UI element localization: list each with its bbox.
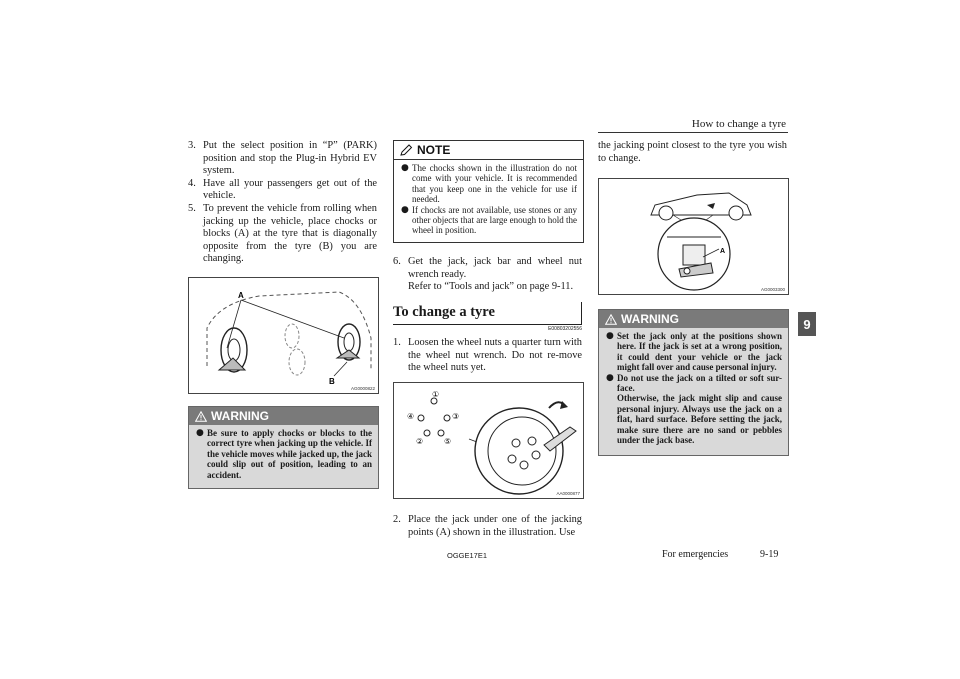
change-step-1-block [393,337,582,375]
nut-label-1: ① [432,390,440,399]
nut-label-3: ③ [452,412,460,421]
section-heading [393,302,582,332]
chocks-illustration [188,277,379,394]
bullet-icon: ● [401,163,409,173]
nut-label-5: ⑤ [444,437,452,446]
footer-section: For emergencies [662,549,729,560]
change-step-2-block [393,514,582,539]
note-pencil-icon [400,144,413,156]
fig1-label-b: B [329,377,335,386]
nut-label-4: ④ [407,412,415,421]
step-6: 6. Get the jack, jack bar and wheel nut wrench ready. Refer to “Tools and jack” on page 9-11. [393,256,582,293]
bullet-icon: ● [606,331,614,341]
note-header: NOTE [394,141,583,160]
change-step-1: 1. Loosen the wheel nuts a quarter turn with the wheel nut wrench. Do not re-move the wheel nuts yet. [393,337,582,374]
note-bullet: ● If chocks are not available, use stones or any other objects that are large enough to hold the wheel in position. [401,204,577,236]
note-bullet: ● The chocks shown in the illustration do not come with your vehicle. It is recommended that you keep one in the vehicle for use if needed. [401,163,577,205]
footer-code: OGGE17E1 [447,551,488,560]
bullet-icon: ● [196,428,204,438]
header-rule [598,132,788,133]
bullet-icon: ● [606,372,614,383]
wheel-nut-illustration [393,382,584,499]
note-box [393,140,584,243]
step-3: 3. Put the select position in “P” (PARK) position and stop the Plug-in Hybrid EV system. [188,140,377,177]
step-4: 4. Have all your passengers get out of the vehicle. [188,177,377,202]
page-number: 9-19 [760,549,779,560]
fig1-label-a: A [238,291,244,300]
chapter-tab: 9 [798,312,816,336]
warning-header: WARNING [189,407,378,425]
warning-box-chocks [188,406,379,489]
section-code: E00803202556 [548,326,582,332]
right-top-text: the jacking point closest to the tyre you wish to change. [598,140,787,164]
running-header: How to change a tyre [691,118,786,130]
nut-label-2: ② [416,437,424,446]
bullet-icon: ● [401,204,409,215]
change-step-2: 2. Place the jack under one of the jacking points (A) shown in the illustration. Use [393,514,582,538]
left-steps [188,140,377,266]
fig2-code: AA0000877 [556,491,580,496]
warning-triangle-icon [605,314,617,325]
step-6-block [393,256,582,294]
fig1-code: AG0000822 [350,386,375,391]
warning-box-jack [598,309,789,456]
warning-bullet: ● Do not use the jack on a tilted or soft sur-face. Otherwise, the jack might slip and cause personal injury. Always use the jack on a flat, hard surface. Before setting the jack, make sure there are no sand or pebbles under the jack base. [606,372,782,446]
warning-bullet: ● Set the jack only at the positions shown here. If the jack is set at a wrong position, it could dent your vehicle or the jack might fall over and cause personal injury. [606,331,782,373]
section-title: To change a tyre [393,304,495,320]
warning-header: WARNING [599,310,788,328]
jacking-point-illustration [598,178,789,295]
warning-bullet: ● Be sure to apply chocks or blocks to the correct tyre when jacking up the vehicle. If the vehicle moves while jacked up, the jack could slip out of position, leading to an accident. [196,428,372,480]
step-5: 5. To prevent the vehicle from rolling when jacking up the vehicle, place chocks or blocks (A) at the tyre that is diagonally opposite from the tyre (B) you are changing. [188,202,377,265]
warning-triangle-icon [195,411,207,422]
fig3-code: AG0003300 [760,287,785,292]
fig3-label-a: A [720,248,726,255]
